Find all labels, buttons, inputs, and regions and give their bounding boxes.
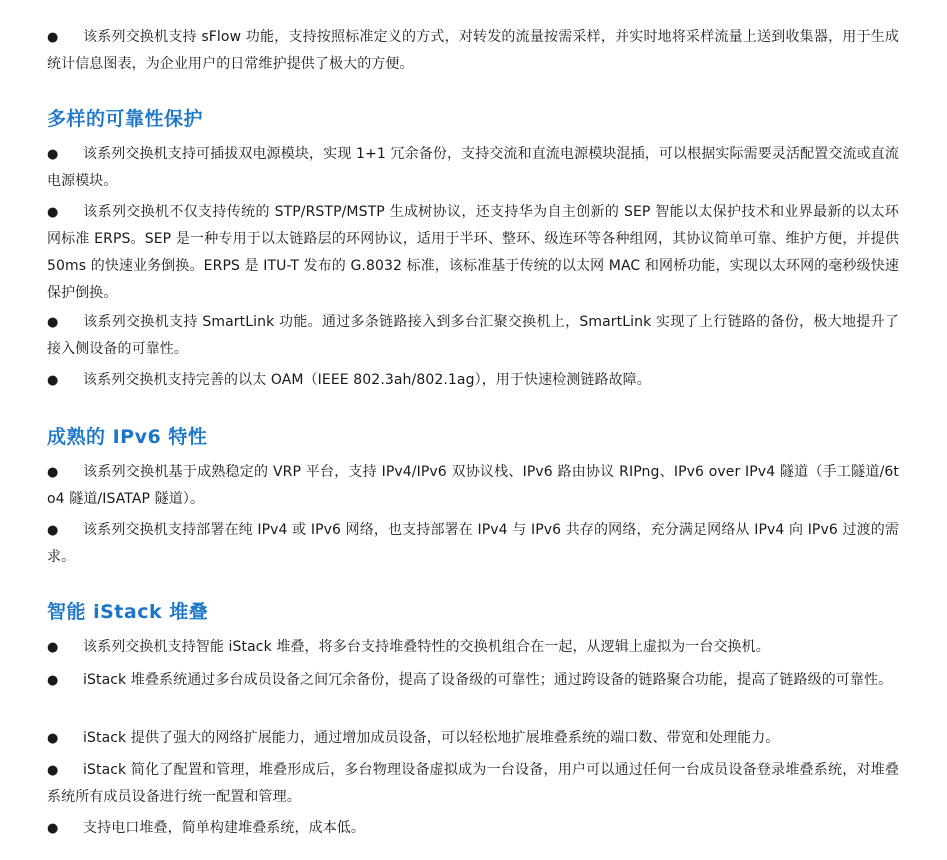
list-item xyxy=(47,367,899,394)
section-heading-ipv6: 成熟的 IPv6 特性 xyxy=(47,426,208,448)
list-item xyxy=(47,24,899,78)
list-item-text: 该系列交换机支持完善的以太 OAM（IEEE 802.3ah/802.1ag），用于快速检测链路故障。 xyxy=(83,372,651,388)
bullet-icon: ● xyxy=(47,673,59,688)
list-item xyxy=(47,725,899,752)
list-item xyxy=(47,517,899,571)
section-heading-istack: 智能 iStack 堆叠 xyxy=(47,601,209,623)
bullet-icon: ● xyxy=(47,147,59,162)
list-item xyxy=(47,141,899,195)
list-item-text: 该系列交换机基于成熟稳定的 VRP 平台，支持 IPv4/IPv6 双协议栈、IPv6 路由协议 RIPng、IPv6 over IPv4 隧道（手工隧道/6to4 隧道/ISATAP 隧道）。 xyxy=(47,464,899,507)
bullet-icon: ● xyxy=(47,763,59,778)
list-item xyxy=(47,815,899,842)
bullet-icon: ● xyxy=(47,30,59,45)
list-item xyxy=(47,309,899,363)
list-item-text: 该系列交换机支持 sFlow 功能，支持按照标准定义的方式，对转发的流量按需采样，并实时地将采样流量上送到收集器，用于生成统计信息图表，为企业用户的日常维护提供了极大的方便。 xyxy=(47,29,899,72)
bullet-icon: ● xyxy=(47,205,59,220)
list-item xyxy=(47,634,899,661)
bullet-icon: ● xyxy=(47,523,59,538)
list-item-text: 该系列交换机支持部署在纯 IPv4 或 IPv6 网络，也支持部署在 IPv4 与 IPv6 共存的网络，充分满足网络从 IPv4 向 IPv6 过渡的需求。 xyxy=(47,522,899,565)
list-item xyxy=(47,459,899,513)
bullet-icon: ● xyxy=(47,640,59,655)
bullet-icon: ● xyxy=(47,315,59,330)
bullet-icon: ● xyxy=(47,373,59,388)
list-item xyxy=(47,757,899,811)
list-item-text: iStack 堆叠系统通过多台成员设备之间冗余备份，提高了设备级的可靠性；通过跨设备的链路聚合功能，提高了链路级的可靠性。 xyxy=(83,672,893,688)
bullet-icon: ● xyxy=(47,821,59,836)
list-item-text: iStack 提供了强大的网络扩展能力，通过增加成员设备，可以轻松地扩展堆叠系统的端口数、带宽和处理能力。 xyxy=(83,730,780,746)
bullet-icon: ● xyxy=(47,465,59,480)
bullet-icon: ● xyxy=(47,731,59,746)
list-item-text: 该系列交换机不仅支持传统的 STP/RSTP/MSTP 生成树协议，还支持华为自主创新的 SEP 智能以太保护技术和业界最新的以太环网标准 ERPS。SEP 是一种专用于以太链路层的环网协议，适用于半环、整环、级连环等各种组网，其协议简单可靠、维护方便，并提供 50ms 的快速业务倒换。ERPS 是 ITU-T 发布的 G.8032 标准，该标准基于传统的以太网 MAC 和网桥功能，实现以太环网的毫秒级快速保护倒换。 xyxy=(47,204,899,301)
list-item-text: 该系列交换机支持可插拔双电源模块，实现 1+1 冗余备份，支持交流和直流电源模块混插，可以根据实际需要灵活配置交流或直流电源模块。 xyxy=(47,146,899,189)
list-item xyxy=(47,199,899,307)
list-item-text: 支持电口堆叠，简单构建堆叠系统，成本低。 xyxy=(83,820,365,836)
list-item-text: 该系列交换机支持 SmartLink 功能。通过多条链路接入到多台汇聚交换机上，SmartLink 实现了上行链路的备份，极大地提升了接入侧设备的可靠性。 xyxy=(47,314,899,357)
list-item xyxy=(47,667,899,694)
list-item-text: iStack 简化了配置和管理，堆叠形成后，多台物理设备虚拟成为一台设备，用户可以通过任何一台成员设备登录堆叠系统，对堆叠系统所有成员设备进行统一配置和管理。 xyxy=(47,762,899,805)
section-heading-reliability: 多样的可靠性保护 xyxy=(47,108,204,130)
list-item-text: 该系列交换机支持智能 iStack 堆叠，将多台支持堆叠特性的交换机组合在一起，从逻辑上虚拟为一台交换机。 xyxy=(83,639,770,655)
